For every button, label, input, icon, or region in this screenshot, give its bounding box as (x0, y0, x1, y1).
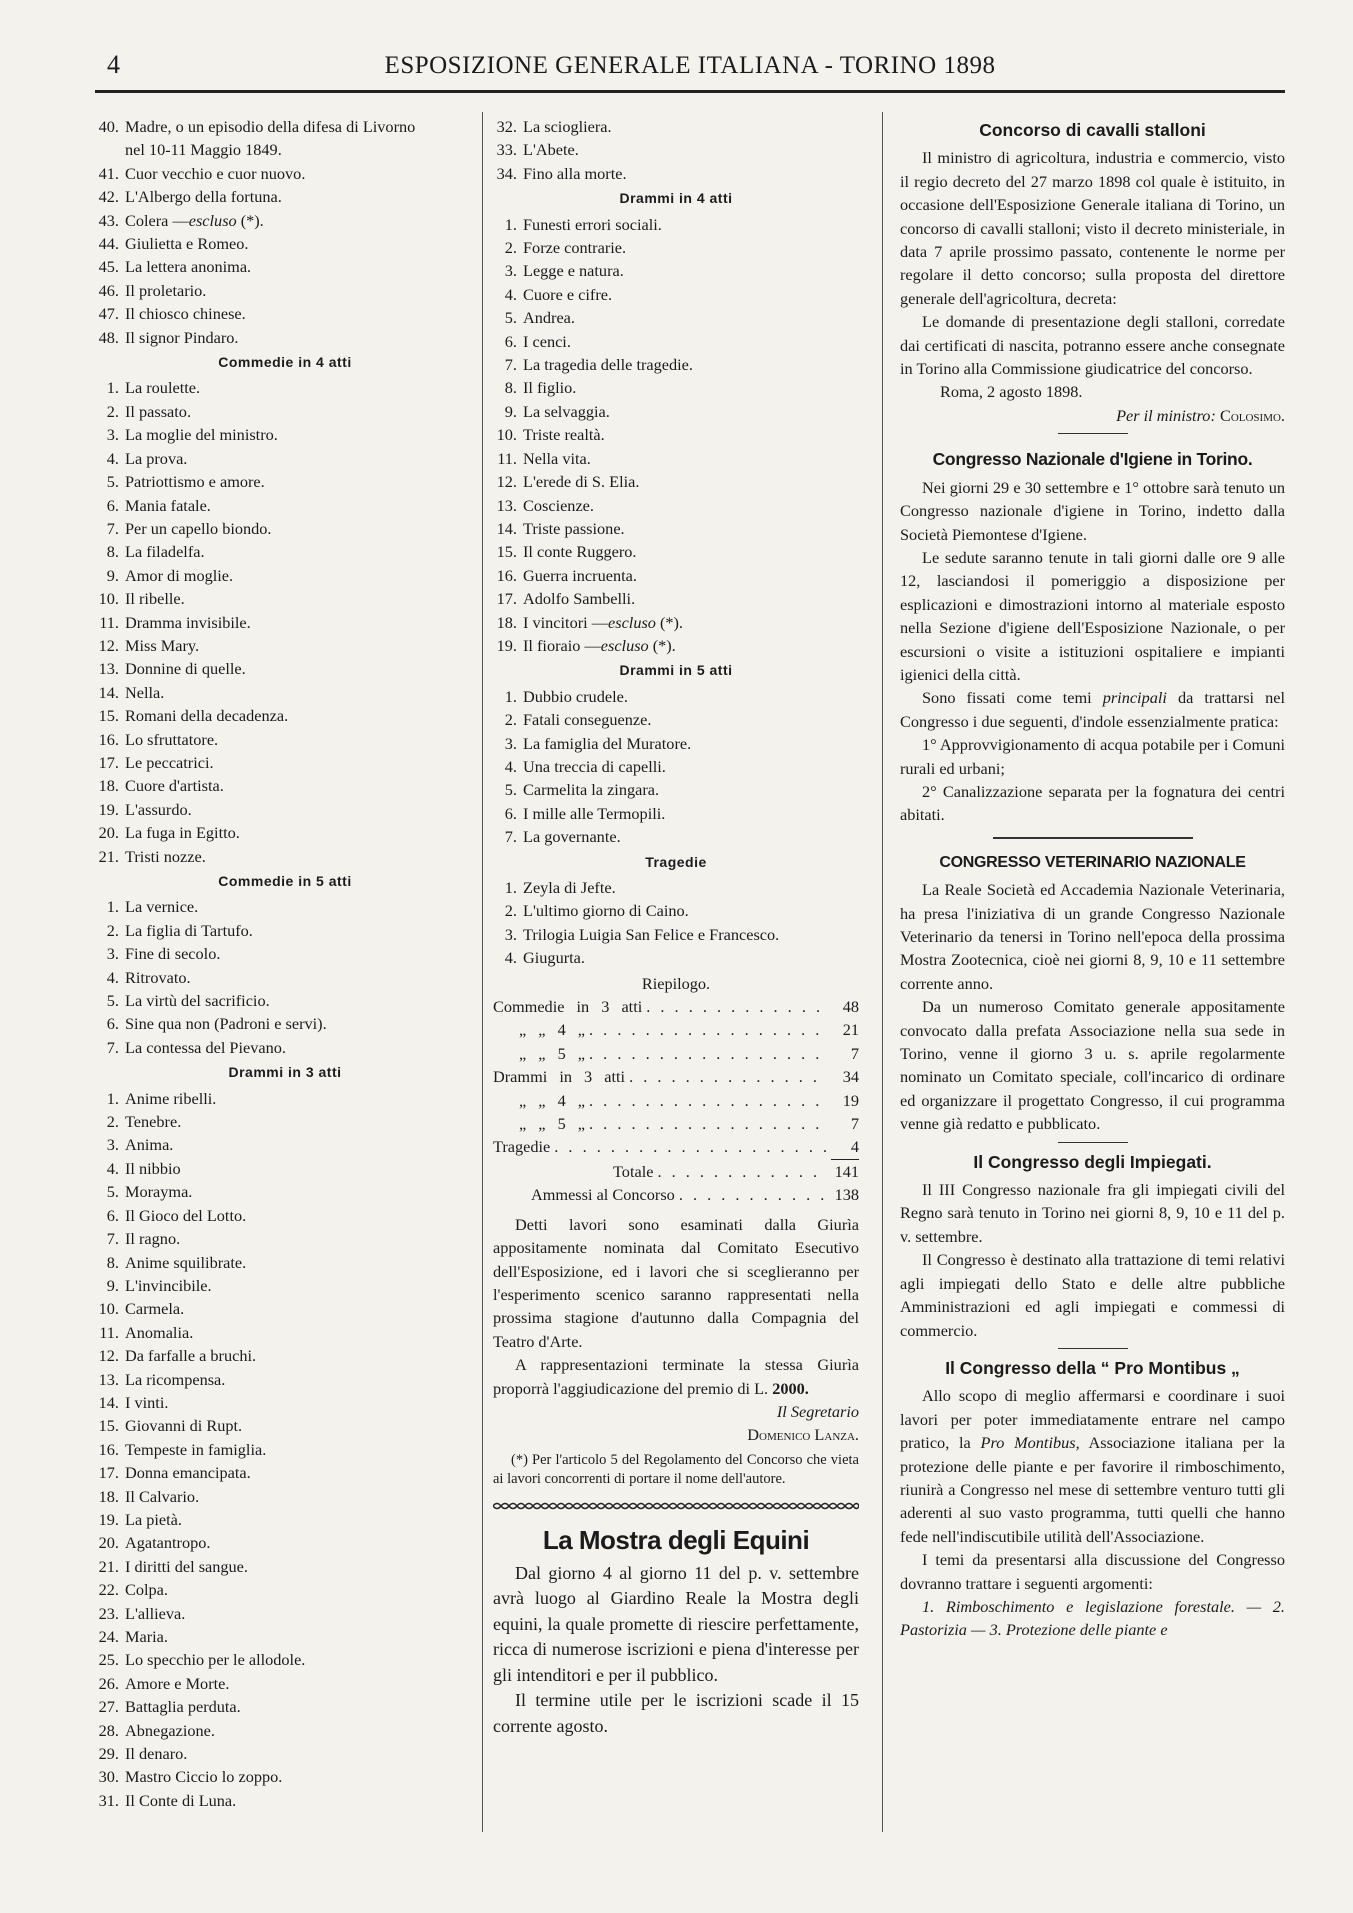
paragraph: Allo scopo di meglio affermarsi e coordinare i suoi lavori per poter immediatamente entrare nel campo pratico, la Pro Montibus, Associazione italiana per la protezione delle piante e per favorire il rimboschimento, riunirà a Congresso nel mese di settembre venturo tutti gli aderenti al suo vasto programma, tutti quelli che hanno fede nell'indiscutibile utilità dell'Associazione. (900, 1386, 1286, 1546)
summary-row: „ „ 5 „ . . . 7 (493, 1042, 859, 1065)
section-heading: Commedie in 5 atti (218, 873, 352, 889)
list-item: 25. Lo specchio per le allodole. (98, 1650, 306, 1670)
section-heading: Drammi in 4 atti (619, 190, 733, 207)
page-number: 4 (107, 50, 120, 79)
list-item: 32. La sciogliera. (496, 117, 612, 136)
divider (1058, 1348, 1128, 1349)
article-paragraph: Dal giorno 4 al giorno 11 del p. v. settembre avrà luogo al Giardino Reale la Mostra degli equini, la quale promette di riescire perfettamente, ricca di numerose iscrizioni e piena d'interesse per gli intenditori e per il pubblico. (493, 1562, 859, 1685)
list-item: 23. L'allieva. (98, 1603, 186, 1623)
list-item: 1. Anime ribelli. (106, 1088, 217, 1108)
list-item: 8. La filadelfa. (106, 542, 205, 562)
list-item: 14. Nella. (98, 682, 165, 702)
signature: Per il ministro: Colosimo. (1116, 405, 1285, 425)
list-item: 1. La vernice. (106, 897, 199, 917)
column-divider (482, 112, 483, 1832)
summary-row: Commedie in 3 atti . . . 48 (493, 995, 859, 1018)
list-item: 45. La lettera anonima. (98, 257, 252, 277)
list-item: 30. Mastro Ciccio lo zoppo. (98, 1767, 283, 1787)
list-item: 4. Giugurta. (504, 948, 585, 968)
list-item: 18. I vincitori — escluso (*). (496, 612, 684, 632)
list-item: 4. Il nibbio (106, 1158, 181, 1178)
paragraph: Da un numeroso Comitato generale appositamente convocato dalla prefata Associazione nella sua sede in Torino, venne il giorno 3 u. s. aprile regolarmente nominato un Comitato speciale, coll'incarico di ordinare ed organizzare il progettato Congresso, il cui programma venne già redatto e pubblicato. (900, 997, 1285, 1134)
list-item: 11. Anomalia. (99, 1322, 194, 1342)
list-item: 11. Dramma invisibile. (99, 612, 251, 632)
list-item: 1. La roulette. (106, 378, 201, 398)
list-item: 13. La ricompensa. (98, 1369, 226, 1389)
article-title: Concorso di cavalli stalloni (979, 120, 1206, 140)
list-item: 4. Cuore e cifre. (504, 284, 613, 304)
list-item: 19. L'assurdo. (98, 799, 192, 819)
list-item: 7. La governante. (504, 827, 621, 847)
list-item: 5. Carmelita la zingara. (504, 780, 660, 800)
list-item: 3. La moglie del ministro. (106, 425, 278, 445)
list-item: 8. Il figlio. (504, 378, 577, 398)
summary-row: „ „ 5 „ . . . 7 (493, 1112, 859, 1135)
paragraph: 1° Approvvigionamento di acqua potabile per i Comuni rurali ed urbani; (900, 735, 1285, 778)
list-item: 34. Fino alla morte. (496, 163, 627, 183)
list-item: 10. Carmela. (98, 1299, 185, 1319)
list-intro (493, 115, 859, 185)
list-item: 5. Patriottismo e amore. (106, 472, 265, 492)
section-heading: Tragedie (645, 853, 707, 870)
list-intro (95, 115, 475, 349)
list-item: 28. Abnegazione. (98, 1720, 215, 1740)
article-title: Il Congresso degli Impiegati. (973, 1151, 1212, 1172)
summary-row: Tragedie . . . 4 (493, 1135, 859, 1159)
list-item: 20. Agatantropo. (98, 1533, 211, 1553)
list-item: 29. Il denaro. (98, 1744, 188, 1764)
list-drammi-5 (493, 685, 859, 849)
list-item: 18. Il Calvario. (98, 1486, 200, 1506)
list-item: 27. Battaglia perduta. (98, 1697, 241, 1717)
list-item: 5. Andrea. (504, 308, 575, 328)
list-item: 1. Zeyla di Jefte. (504, 878, 616, 897)
list-item: 6. I cenci. (504, 331, 571, 351)
paragraph: Le sedute saranno tenute in tali giorni dalle ore 9 alle 12, lasciandosi il pomeriggio a disposizione per esplicazioni e dimostrazioni intorno al materiale esposto nella Sezione d'igiene dell'Esposizione Nazionale, o per escursioni o visite a istituzioni ospitaliere e impianti igienici della città. (900, 547, 1285, 684)
list-item: 24. Maria. (98, 1627, 168, 1646)
list-item: 9. L'invincibile. (106, 1275, 212, 1295)
list-item: 11. Nella vita. (497, 448, 591, 468)
list-item: 21. I diritti del sangue. (98, 1556, 248, 1576)
list-item: 10. Triste realtà. (496, 425, 605, 445)
total-label: Totale (613, 1161, 654, 1181)
list-drammi-4 (493, 213, 859, 658)
list-item: 18. Cuore d'artista. (98, 776, 224, 796)
ammessi-label: Ammessi al Concorso (531, 1185, 675, 1205)
list-item: 13. Donnine di quelle. (98, 659, 246, 679)
paragraph: Il Congresso è destinato alla trattazione di temi relativi agli impiegati dello Stato e delle altre pubbliche Amministrazioni ed agli impiegati e commessi di commercio. (900, 1250, 1285, 1340)
list-item: 19. La pietà. (98, 1509, 182, 1529)
divider (993, 837, 1193, 839)
list-item: 16. Guerra incruenta. (496, 565, 637, 585)
prize-amount: 2000. (772, 1378, 809, 1398)
list-item: 17. Donna emancipata. (98, 1463, 251, 1483)
list-item: 41. Cuor vecchio e cuor nuovo. (98, 163, 306, 183)
list-item: 16. Lo sfruttatore. (98, 729, 219, 749)
paragraph: Le domande di presentazione degli stalloni, corredate dai certificati di nascita, potranno essere anche consegnate in Torino alla Commissione giudicatrice del concorso. (900, 312, 1285, 379)
list-item: 2. La figlia di Tartufo. (106, 920, 253, 940)
article-paragraph: Il termine utile per le iscrizioni scade il 15 corrente agosto. (493, 1690, 859, 1736)
list-item: 1. Dubbio crudele. (504, 686, 628, 706)
column-left (95, 115, 475, 1812)
list-item: 40. Madre, o un episodio della difesa di Livorno (98, 117, 416, 136)
list-item: 43. Colera — escluso (*). (98, 210, 264, 230)
list-item: 7. La tragedia delle tragedie. (504, 355, 693, 375)
list-item: 3. Anima. (106, 1135, 174, 1155)
article-title: CONGRESSO VETERINARIO NAZIONALE (939, 853, 1246, 871)
list-item: 2. Il passato. (106, 401, 192, 421)
section-heading: Drammi in 3 atti (228, 1064, 342, 1081)
list-item: 9. La selvaggia. (504, 401, 610, 421)
list-item: 15. Giovanni di Rupt. (98, 1416, 243, 1436)
page-header (95, 48, 1285, 88)
article-title: Congresso Nazionale d'Igiene in Torino. (932, 449, 1253, 470)
list-item: 17. Adolfo Sambelli. (496, 589, 636, 609)
list-item: 4. Una treccia di capelli. (504, 756, 666, 776)
list-item: 15. Il conte Ruggero. (496, 542, 637, 562)
ammessi-value: 138 (834, 1185, 859, 1205)
paragraph: Il III Congresso nazionale fra gli impiegati civili del Regno sarà tenuto in Torino nei giorni 8, 9, 10 e 11 del p. v. settembre. (900, 1180, 1285, 1246)
list-item: 3. Legge e natura. (504, 261, 624, 281)
summary-row: „ „ 4 „ . . . 21 (493, 1018, 859, 1041)
paragraph: Sono fissati come temi principali da trattarsi nel Congresso i due seguenti, d'indole essenzialmente pratica: (900, 688, 1285, 731)
list-item: 46. Il proletario. (98, 280, 207, 300)
footnote: (*) Per l'articolo 5 del Regolamento del Concorso che vieta ai lavori concorrenti di portare il nome dell'autore. (493, 1451, 859, 1487)
dateline: Roma, 2 agosto 1898. (940, 382, 1083, 402)
column-divider (882, 112, 883, 1832)
list-item: 42. L'Albergo della fortuna. (98, 187, 282, 207)
list-item: 20. La fuga in Egitto. (98, 823, 240, 843)
list-item: 2. Fatali conseguenze. (504, 710, 652, 730)
decorative-wave-rule (493, 1501, 859, 1511)
summary-table (493, 972, 859, 1207)
paragraph: La Reale Società ed Accademia Nazionale Veterinaria, ha presa l'iniziativa di un grande Congresso Nazionale Veterinario da tenersi in Torino nell'epoca della prossima Mostra Zootecnica, cioè nei giorni 8, 9, 10 e 11 settembre corrente anno. (900, 880, 1285, 993)
list-item: 7. Il ragno. (106, 1229, 181, 1249)
column-right (900, 115, 1285, 1642)
signature-name: Domenico Lanza. (747, 1425, 859, 1445)
summary-row: Drammi in 3 atti . . . 34 (493, 1065, 859, 1088)
list-commedie-5 (95, 895, 475, 1059)
list-item: 3. Fine di secolo. (106, 944, 221, 964)
list-item: 3. Trilogia Luigia San Felice e Francesco. (504, 924, 780, 944)
section-heading: Commedie in 4 atti (218, 354, 352, 371)
list-item: 44. Giulietta e Romeo. (98, 234, 249, 254)
list-item: 16. Tempeste in famiglia. (98, 1439, 267, 1459)
list-item: 6. Sine qua non (Padroni e servi). (106, 1014, 327, 1034)
list-item: 17. Le peccatrici. (98, 752, 214, 772)
list-item: 8. Anime squilibrate. (106, 1252, 247, 1272)
list-commedie-4 (95, 376, 475, 868)
paragraph: Detti lavori sono esaminati dalla Giurìa appositamente nominata dal Comitato Esecutivo dell'Esposizione, ed i lavori che si sceglieranno per l'esperimento scenico saranno rappresentati nella prossima stagione d'autunno dalla Compagnia del Teatro d'Arte. (493, 1214, 859, 1351)
paragraph: 1. Rimboschimento e legislazione forestale. — 2. Pastorizia — 3. Protezione delle piante e (900, 1596, 1285, 1640)
column-middle (493, 115, 859, 1739)
list-item: 4. Ritrovato. (106, 967, 191, 987)
list-item: 2. Forze contrarie. (504, 238, 627, 258)
summary-row: „ „ 4 „ . . . 19 (493, 1089, 859, 1112)
summary-total (493, 1160, 859, 1183)
paragraph: Il ministro di agricoltura, industria e commercio, visto il regio decreto del 27 marzo 1898 col quale è istituito, in occasione dell'Esposizione Generale italiana di Torino, un concorso di cavalli stalloni; visto il decreto ministeriale, in data 7 aprile prossimo passato, contenente le norme per regolare il detto concorso; sulla proposta del direttore generale dell'agricoltura, decreta: (900, 148, 1285, 308)
list-item: 13. Coscienze. (496, 495, 594, 515)
list-item: 21. Tristi nozze. (98, 846, 206, 866)
summary-ammessi (493, 1183, 859, 1206)
list-item: 31. Il Conte di Luna. (98, 1790, 237, 1810)
list-item: 3. La famiglia del Muratore. (504, 733, 692, 753)
paragraph: I temi da presentarsi alla discussione del Congresso dovranno trattare i seguenti argomenti: (900, 1550, 1285, 1593)
list-item: 12. Da farfalle a bruchi. (98, 1346, 257, 1366)
list-item: 6. Il Gioco del Lotto. (106, 1205, 247, 1225)
list-item: 2. L'ultimo giorno di Caino. (504, 901, 689, 921)
list-item: 19. Il fioraio — escluso (*). (496, 635, 676, 655)
divider (1058, 433, 1128, 434)
list-drammi-3 (95, 1087, 475, 1813)
list-item: 5. La virtù del sacrificio. (106, 991, 270, 1011)
list-item: 48. Il signor Pindaro. (98, 327, 239, 347)
list-item: 22. Colpa. (98, 1580, 168, 1600)
list-item: 9. Amor di moglie. (106, 565, 234, 585)
paragraph: A rappresentazioni terminate la stessa Giurìa proporrà l'aggiudicazione del premio di L. 2000. (493, 1355, 859, 1398)
list-item: 10. Il ribelle. (98, 589, 185, 609)
summary-rows (493, 995, 859, 1160)
divider (1058, 1142, 1128, 1143)
signature-role: Il Segretario (776, 1401, 859, 1421)
list-item: 2. Tenebre. (106, 1112, 182, 1132)
list-item: 33. L'Abete. (496, 140, 579, 160)
list-item: 14. I vinti. (98, 1392, 169, 1412)
section-heading: Drammi in 5 atti (619, 662, 733, 679)
list-item: 47. Il chiosco chinese. (98, 304, 246, 324)
paragraph: Nei giorni 29 e 30 settembre e 1° ottobre sarà tenuto un Congresso nazionale d'igiene in Torino, indetto dalla Società Piemontese d'Igiene. (900, 477, 1285, 544)
list-item: 12. L'erede di S. Elia. (496, 472, 640, 492)
list-item: 26. Amore e Morte. (98, 1673, 230, 1693)
list-item: 7. Per un capello biondo. (106, 518, 272, 538)
paragraph: 2° Canalizzazione separata per la fognatura dei centri abitati. (900, 781, 1285, 825)
list-item: 6. I mille alle Termopili. (504, 803, 666, 823)
list-item: 5. Morayma. (106, 1182, 193, 1202)
list-item: 6. Mania fatale. (106, 495, 211, 515)
list-item: 1. Funesti errori sociali. (504, 214, 662, 234)
list-item: 7. La contessa del Pievano. (106, 1037, 286, 1057)
summary-title: Riepilogo. (641, 973, 711, 993)
list-item: 4. La prova. (106, 448, 188, 468)
list-item: 12. Miss Mary. (98, 635, 200, 655)
total-value: 141 (834, 1161, 859, 1181)
header-rule (95, 90, 1285, 93)
list-tragedie (493, 876, 859, 970)
list-item: 14. Triste passione. (496, 518, 625, 538)
list-item-continuation: nel 10-11 Maggio 1849. (125, 140, 282, 160)
page-title: ESPOSIZIONE GENERALE ITALIANA - TORINO 1898 (384, 52, 996, 79)
list-item: 15. Romani della decadenza. (98, 706, 289, 726)
article-title: La Mostra degli Equini (542, 1525, 810, 1556)
article-title: Il Congresso della “ Pro Montibus „ (945, 1357, 1240, 1378)
